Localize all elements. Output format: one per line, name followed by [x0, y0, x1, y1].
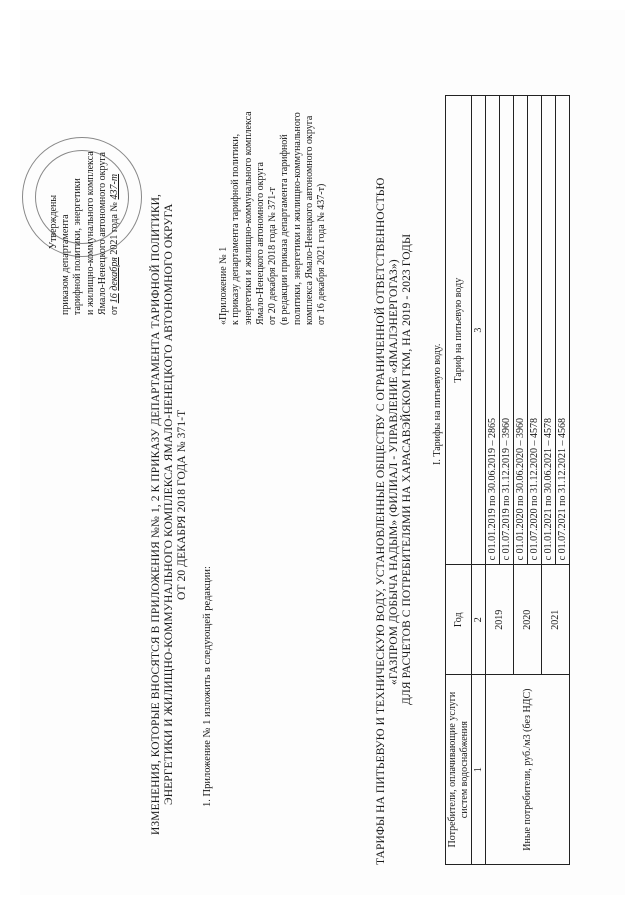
period-cell: с 01.07.2020 по 31.12.2020 – 4578 [528, 96, 542, 565]
title-line: «ГАЗПРОМ ДОБЫЧА НАДЫМ» (ФИЛИАЛ - УПРАВЛЕНИЕ «ЯМАЛЭНЕРГОГАЗ») [388, 259, 400, 685]
period-cell: с 01.07.2019 по 31.12.2019 – 3960 [500, 96, 514, 565]
approval-date-day: 16 [109, 293, 121, 304]
year-cell: 2020 [514, 565, 542, 675]
heading-line: ИЗМЕНЕНИЯ, КОТОРЫЕ ВНОСЯТСЯ В ПРИЛОЖЕНИЯ №№ 1, 2 К ПРИКАЗУ ДЕПАРТАМЕНТА ТАРИФНОЙ ПОЛИТИКИ, [150, 193, 162, 835]
appendix-line: к приказу департамента тарифной политики, [230, 133, 242, 325]
section-title: I. Тарифы на питьевую воду. [432, 343, 443, 465]
appendix-block [218, 25, 329, 325]
appendix-line: (в редакции приказа департамента тарифной [279, 134, 291, 325]
table-header-row [446, 96, 472, 865]
item-1-text: 1. Приложение № 1 изложить в следующей редакции: [202, 566, 213, 807]
table-column-numbers: 1 2 3 [472, 96, 486, 865]
period-cell: с 01.01.2019 по 30.06.2019 – 2865 [486, 96, 500, 565]
year-cell: 2021 [542, 565, 570, 675]
period-cell: с 01.01.2020 по 30.06.2020 – 3960 [514, 96, 528, 565]
appendix-line: «Приложение № 1 [218, 246, 229, 325]
appendix-line: Ямало-Ненецкого автономного округа [254, 162, 266, 325]
appendix-date-day: 16 [316, 303, 328, 314]
heading-line: ОТ 20 ДЕКАБРЯ 2018 ГОДА № 371-Т [176, 409, 188, 600]
appendix-line: энергетики и жилищно-коммунального комплекса [242, 111, 254, 325]
appendix-line: политики, энергетики и жилищно-коммунального [291, 112, 303, 325]
table-row [486, 96, 500, 865]
heading-line: ЭНЕРГЕТИКИ И ЖИЛИЩНО-КОММУНАЛЬНОГО КОМПЛЕКСА ЯМАЛО-НЕНЕЦКОГО АВТОНОМНОГО ОКРУГА [163, 203, 175, 805]
appendix-number: 437-т) [316, 183, 328, 210]
approval-line: и жилищно-коммунального комплекса [84, 151, 96, 315]
appendix-date-line: от 16 декабря 2021 года № 437-т) [316, 183, 328, 325]
appendix-line: от 20 декабря 2018 года № 371-т [267, 187, 279, 325]
header-consumers: Потребители, оплачивающие услуги систем водоснабжения [446, 675, 472, 865]
period-cell: с 01.01.2021 по 30.06.2021 – 4578 [542, 96, 556, 565]
approval-line: Ямало-Ненецкого автономного округа [96, 152, 108, 315]
consumer-cell: Иные потребители, руб./м3 (без НДС) [486, 675, 570, 865]
title-line: ДЛЯ РАСЧЕТОВ С ПОТРЕБИТЕЛЯМИ НА ХАРАСАВЭЙСКОМ ГКМ, НА 2019 - 2023 ГОДЫ [401, 233, 413, 705]
title-line: ТАРИФЫ НА ПИТЬЕВУЮ И ТЕХНИЧЕСКУЮ ВОДУ, УСТАНОВЛЕННЫЕ ОБЩЕСТВУ С ОГРАНИЧЕННОЙ ОТВЕТСТВЕННОСТЬЮ [375, 177, 387, 865]
appendix-line: комплекса Ямало-Ненецкого автономного округа [304, 115, 316, 325]
period-cell: с 01.07.2021 по 31.12.2021 – 4568 [556, 96, 570, 565]
header-tariff: Тариф на питьевую воду [446, 96, 472, 565]
tariff-table [445, 95, 570, 865]
approval-line: Утверждены [48, 194, 59, 249]
approval-block [48, 55, 121, 315]
approval-line: приказом департамента [60, 214, 72, 315]
approval-date-month: декабря [109, 257, 121, 291]
appendix-date-month: декабря [316, 267, 328, 301]
header-year: Год [446, 565, 472, 675]
year-cell: 2019 [486, 565, 514, 675]
approval-number: 437-т [109, 173, 121, 200]
approval-line: тарифной политики, энергетики [72, 178, 84, 315]
approval-date-line: от 16 декабря 2021 года № 437-т [109, 173, 121, 315]
